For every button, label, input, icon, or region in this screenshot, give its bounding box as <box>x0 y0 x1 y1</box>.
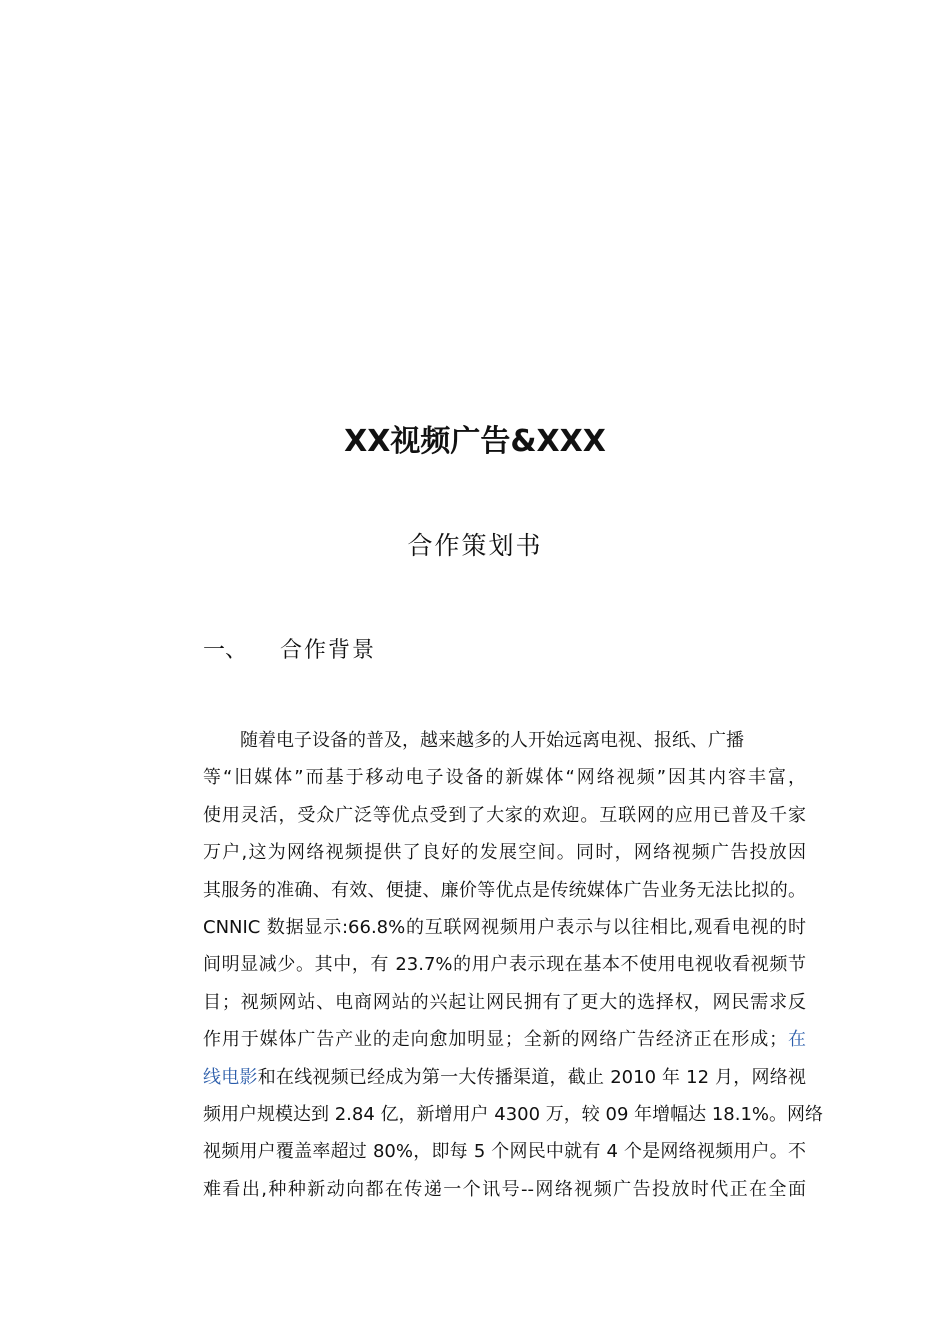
paragraph-line <box>203 1021 806 1058</box>
section-number: 一、 <box>203 638 248 663</box>
online-movie-link-start[interactable]: 在 <box>787 1029 807 1051</box>
line-text: 和在线视频已经成为第一大传播渠道，截止 2010 年 12 月，网络视 <box>257 1066 806 1088</box>
paragraph-line: 目；视频网站、电商网站的兴起让网民拥有了更大的选择权，网民需求反 <box>203 991 806 1013</box>
online-movie-link-end[interactable]: 线电影 <box>203 1066 258 1088</box>
paragraph-line: 难看出,种种新动向都在传递一个讯号--网络视频广告投放时代正在全面 <box>203 1178 806 1200</box>
paragraph-line: 使用灵活，受众广泛等优点受到了大家的欢迎。互联网的应用已普及千家 <box>203 804 806 826</box>
body-paragraph <box>203 722 824 1208</box>
paragraph-line: CNNIC 数据显示:66.8%的互联网视频用户表示与以往相比,观看电视的时 <box>203 916 806 938</box>
paragraph-line: 间明显减少。其中，有 23.7%的用户表示现在基本不使用电视收看视频节 <box>203 954 806 976</box>
document-title: XX视频广告&XXX <box>344 424 606 459</box>
paragraph-line: 万户,这为网络视频提供了良好的发展空间。同时，网络视频广告投放因 <box>203 842 806 864</box>
paragraph-line: 视频用户覆盖率超过 80%，即每 5 个网民中就有 4 个是网络视频用户。不 <box>203 1141 806 1163</box>
paragraph-line <box>203 1059 806 1096</box>
document-subtitle: 合作策划书 <box>407 531 543 560</box>
section-heading: 合作背景 <box>280 638 377 663</box>
line-text: 作用于媒体广告产业的走向愈加明显；全新的网络广告经济正在形成； <box>203 1029 788 1051</box>
paragraph-line: 其服务的准确、有效、便捷、廉价等优点是传统媒体广告业务无法比拟的。 <box>203 879 806 901</box>
paragraph-line: 频用户规模达到 2.84 亿，新增用户 4300 万，较 09 年增幅达 18.1%。网络 <box>203 1103 824 1125</box>
paragraph-line: 随着电子设备的普及，越来越多的人开始远离电视、报纸、广播 <box>240 730 744 751</box>
paragraph-line: 等“旧媒体”而基于移动电子设备的新媒体“网络视频”因其内容丰富， <box>203 767 806 789</box>
